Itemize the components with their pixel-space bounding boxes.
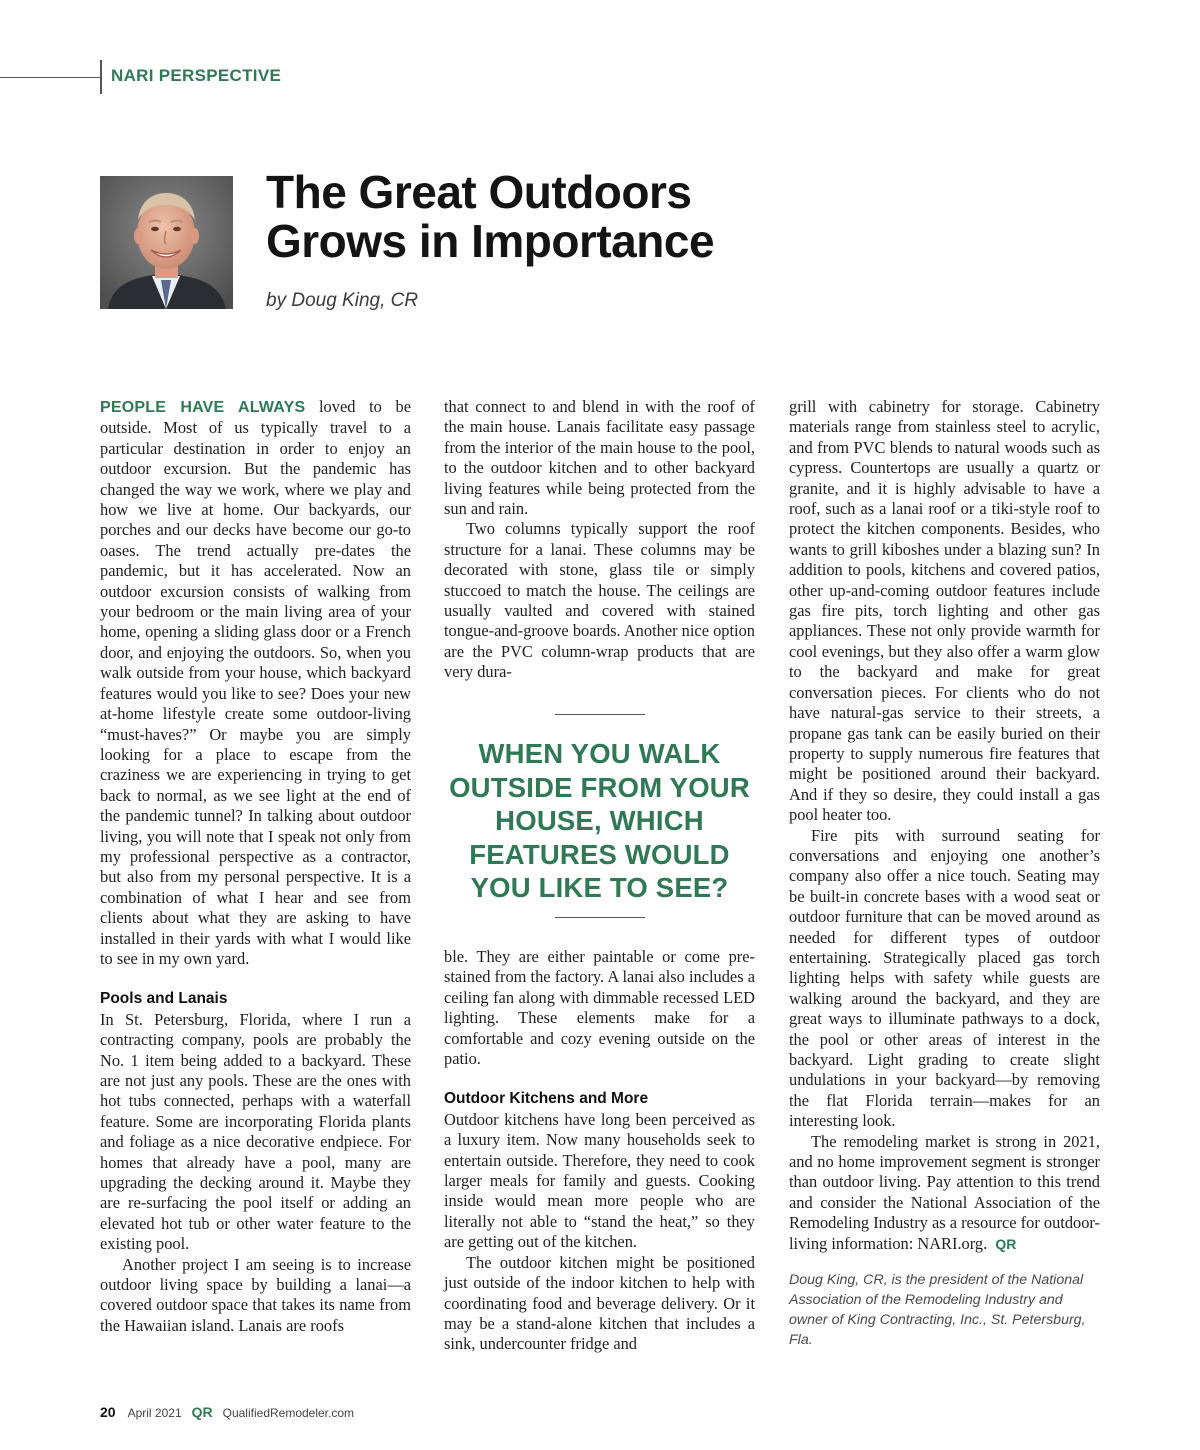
column-3	[789, 397, 1100, 1350]
intro-paragraph	[100, 397, 411, 969]
pullquote-rule-top	[555, 714, 645, 715]
website: QualifiedRemodeler.com	[222, 1406, 355, 1420]
author-bio: Doug King, CR, is the president of the National Association of the Remodeling Industry and owner of King Contracting, Inc., St. Petersburg, Fla.	[789, 1272, 1086, 1349]
paragraph: ble. They are either paintable or come pre-stained from the factory. A lanai also includes a ceiling fan along with dimmable recessed LED lighting. These elements make for a comfortable and cozy evening outside on the patio.	[444, 947, 755, 1069]
title-line-1: The Great Outdoors	[266, 166, 692, 218]
title-line-2: Grows in Importance	[266, 215, 715, 267]
paragraph: grill with cabinetry for storage. Cabinetry materials range from stainless steel to acrylic, and from PVC blends to natural woods such as cypress. Countertops are usually a quartz or granite, and it is highly advisable to have a roof, such as a lanai roof or a tiki-style roof to protect the kitchen components. Besides, who wants to grill kiboshes under a blazing sun? In addition to pools, kitchens and covered patios, other up-and-coming outdoor features include gas fire pits, torch lighting and other gas appliances. These not only provide warmth for cool evenings, but they also offer a warm glow to the backyard and make for great conversation pieces. For clients who do not have natural-gas service to their streets, a propane gas tank can be easily buried on their property to supply numerous fire features that might be positioned around their backyard. And if they so desire, they could install a gas pool heater too.	[789, 397, 1100, 825]
header-divider	[100, 60, 102, 94]
paragraph: that connect to and blend in with the roof of the main house. Lanais facilitate easy passage from the interior of the main house to the pool, to the outdoor kitchen and to other backyard living features while being protected from the sun and rain.	[444, 397, 755, 519]
byline: by Doug King, CR	[266, 290, 419, 311]
paragraph: The outdoor kitchen might be positioned just outside of the indoor kitchen to help with coordinating food and beverage delivery. Or it may be a stand-alone kitchen that includes a sink, undercounter fridge and	[444, 1252, 755, 1354]
column-1	[100, 397, 411, 1336]
intro-text: loved to be outside. Most of us typically travel to a particular destination in order to enjoy an outdoor excursion. But the pandemic has changed the way we work, where we play and how we live at home. Our backyards, our porches and our decks have become our go-to oases. The trend actually pre-dates the pandemic, but it has accelerated. Now an outdoor excursion consists of walking from your bedroom or the main living area of your home, opening a sliding glass door or a French door, and enjoying the outdoors. So, when you walk outside from your house, which backyard features would you like to see? Does your new at-home lifestyle create some outdoor-living “must-haves?” Or maybe you are simply looking for a place to escape from the craziness we are experiencing in trying to get back to normal, as we see light at the end of the pandemic tunnel? In talking about outdoor living, you will note that I speak not only from my professional perspective as a contractor, but also from my personal perspective. It is a combination of what I hear and see from clients about what they are asking to have installed in their yards with what I would like to see in my own yard.	[100, 397, 411, 968]
column-2-bottom	[444, 947, 755, 1355]
end-mark: QR	[995, 1235, 1017, 1252]
paragraph: Another project I am seeing is to increase outdoor living space by building a lanai—a covered outdoor space that takes its name from the Hawaiian island. Lanais are roofs	[100, 1254, 411, 1335]
page-number: 20	[100, 1404, 116, 1420]
closing-text: The remodeling market is strong in 2021, and no home improvement segment is stronger than outdoor living. Pay attention to this trend and consider the National Association of the Remodeling Industry as a resource for outdoor-living information: NARI.org.	[789, 1131, 1101, 1253]
section-label: NARI PERSPECTIVE	[111, 66, 282, 85]
pullquote-rule-bottom	[555, 917, 645, 918]
paragraph: Fire pits with surround seating for conversations and enjoying one another’s company also offer a nice touch. Seating may be built-in concrete bases with a wood seat or outdoor furniture that can be moved around as needed for different types of outdoor entertaining. Strategically placed gas torch lighting helps with safety while guests are walking around the backyard, and they are great ways to illuminate pathways to a dock, the pool or other areas of interest in the backyard. Light grading to create slight undulations in your backyard—by removing the flat Florida terrain—makes for an interesting look.	[789, 825, 1100, 1131]
paragraph: Outdoor kitchens have long been perceived as a luxury item. Now many households seek to entertain outside. Therefore, they need to cook larger meals for family and guests. Cooking inside would mean more people who are literally not able to “stand the heat,” so they are getting out of the kitchen.	[444, 1109, 755, 1252]
subhead-pools-and-lanais: Pools and Lanais	[100, 990, 228, 1008]
pull-quote: WHEN YOU WALK OUTSIDE FROM YOUR HOUSE, WHICH FEATURES WOULD YOU LIKE TO SEE?	[449, 738, 750, 903]
paragraph: Two columns typically support the roof structure for a lanai. These columns may be decorated with stone, glass tile or simply stuccoed to match the house. The ceilings are usually vaulted and covered with stained tongue-and-groove boards. Another nice option are the PVC column-wrap products that are very dura-	[444, 519, 755, 682]
closing-paragraph	[789, 1132, 1100, 1254]
issue-date: April 2021	[127, 1406, 182, 1420]
paragraph: In St. Petersburg, Florida, where I run a contracting company, pools are probably the No. 1 item being added to a backyard. These are not just any pools. These are the ones with hot tubs connected, perhaps with a waterfall feature. Some are incorporating Florida plants and foliage as a nice decorative endpiece. For homes that already have a pool, many are upgrading the decking around it. Maybe they are re-surfacing the pool itself or adding an elevated hot tub or other water feature to the existing pool.	[100, 1009, 411, 1254]
author-portrait-image	[100, 176, 233, 309]
column-2-top	[444, 397, 755, 683]
qr-logo: QR	[191, 1404, 213, 1420]
header-rule	[0, 77, 101, 78]
subhead-outdoor-kitchens: Outdoor Kitchens and More	[444, 1090, 649, 1108]
page-footer	[100, 1404, 354, 1420]
lead-in: PEOPLE HAVE ALWAYS	[100, 399, 306, 416]
article-title	[266, 168, 886, 266]
author-photo	[100, 176, 233, 309]
